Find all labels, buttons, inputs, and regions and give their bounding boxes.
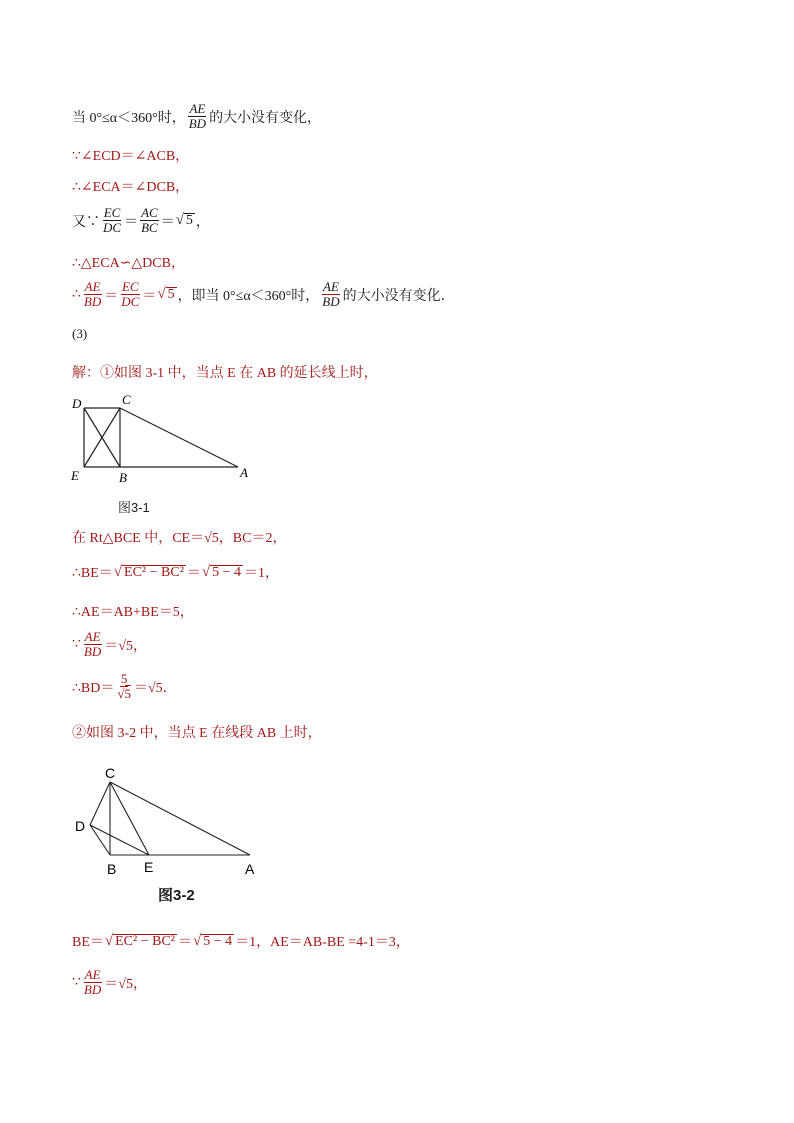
numerator: AE	[84, 629, 101, 644]
line-4	[72, 206, 210, 235]
fraction-ac-bc	[140, 206, 159, 235]
figure-3-1	[66, 390, 266, 490]
label-d: D	[72, 396, 82, 411]
text: ∵	[72, 637, 81, 652]
numerator: AE	[189, 101, 206, 116]
text: ＝1，	[244, 566, 280, 581]
text: ∴BD＝	[72, 680, 115, 696]
segment-cd	[90, 782, 110, 825]
equals: ＝	[177, 935, 192, 950]
line-2	[72, 145, 189, 165]
text: ∴△ECA∽△DCB，	[72, 256, 185, 271]
sqrt: √ EC² − BC²	[113, 563, 184, 580]
numerator: AC	[141, 205, 158, 220]
numerator: EC	[121, 279, 139, 294]
text: ＝√5．	[134, 680, 177, 696]
label-e: E	[71, 468, 79, 483]
numerator: AE	[84, 967, 101, 982]
text: 解：①如图 3-1 中，当点 E 在 AB 的延长线上时，	[72, 366, 378, 381]
sqrt: √ 5 − 4	[192, 932, 233, 949]
fraction-ae-bd	[321, 280, 340, 309]
text: ＝1，AE＝AB-BE =4-1＝3，	[235, 935, 410, 950]
fraction-5-sqrt5	[116, 672, 132, 701]
text: ，	[195, 214, 210, 230]
denominator: BC	[141, 220, 158, 235]
fraction-ae-bd	[83, 280, 102, 309]
denominator: BD	[322, 294, 340, 309]
denominator: DC	[103, 220, 122, 235]
radicand: 5	[167, 287, 175, 302]
line-1	[72, 102, 321, 131]
text: BE＝	[72, 935, 104, 950]
line-12	[72, 630, 147, 659]
figure-3-1-caption: 图3-1	[118, 500, 150, 515]
denominator: BD	[83, 294, 102, 309]
line-8	[72, 362, 378, 382]
line-11	[72, 601, 194, 621]
text: ＝√5，	[104, 976, 147, 992]
denominator: √5	[117, 686, 131, 701]
text: 又∵	[72, 214, 100, 230]
line-5	[72, 252, 185, 272]
equals: ＝	[142, 288, 157, 304]
text: 在 Rt△BCE 中，CE＝√5，BC＝2，	[72, 531, 287, 546]
text: 的大小没有变化，	[209, 110, 322, 126]
numerator: 5	[120, 671, 128, 686]
segment-ca	[120, 408, 238, 467]
label-a: A	[240, 465, 248, 480]
label-a: A	[245, 861, 255, 877]
label-c: C	[122, 392, 131, 407]
fraction-ae-bd	[83, 630, 102, 659]
text: ∴∠ECA＝∠DCB，	[72, 180, 190, 195]
numerator: AE	[323, 279, 339, 294]
label-e: E	[144, 859, 154, 875]
text: ∴BE＝	[72, 566, 113, 581]
fraction-ae-bd	[188, 102, 207, 131]
radicand: EC² − BC²	[124, 564, 184, 580]
line-14	[72, 722, 322, 742]
line-9	[72, 527, 286, 547]
fraction-ec-dc	[120, 280, 140, 309]
figure-3-2-caption: 图3-2	[158, 887, 195, 904]
text: ∴AE＝AB+BE＝5，	[72, 605, 194, 620]
denominator: DC	[121, 294, 140, 309]
sqrt: √ 5	[175, 212, 193, 228]
sqrt: √ EC² − BC²	[104, 932, 175, 949]
radicand: EC² − BC²	[115, 933, 175, 949]
label-b: B	[119, 470, 127, 485]
radicand: 5 − 4	[212, 564, 242, 580]
label-c: C	[105, 765, 116, 781]
figure-3-2	[70, 760, 270, 880]
text: ∵∠ECD＝∠ACB，	[72, 149, 190, 164]
line-16	[72, 968, 147, 997]
equals: ＝	[186, 566, 201, 581]
line-7	[72, 326, 87, 342]
equals: ＝	[124, 214, 139, 230]
text: 的大小没有变化．	[342, 288, 455, 304]
text: ∴	[72, 287, 81, 302]
equals: ＝	[160, 214, 175, 230]
line-15	[72, 931, 410, 951]
text: ＝√5，	[104, 638, 147, 654]
text: ，即当 0°≤α＜360°时，	[177, 288, 320, 304]
radicand: 5 − 4	[203, 933, 233, 949]
label-b: B	[107, 861, 117, 877]
denominator: BD	[188, 116, 207, 131]
equals: ＝	[104, 288, 119, 304]
line-10	[72, 562, 279, 582]
line-6	[72, 280, 455, 309]
fraction-ec-dc	[102, 206, 122, 235]
label-d: D	[75, 818, 86, 834]
text: ②如图 3-2 中，当点 E 在线段 AB 上时，	[72, 726, 322, 741]
fraction-ae-bd	[83, 968, 102, 997]
segment-ca	[110, 782, 250, 855]
radicand: 5	[124, 686, 131, 701]
text: 当 0°≤α＜360°时，	[72, 110, 186, 126]
text: (3)	[72, 326, 88, 341]
text: ∵	[72, 975, 81, 990]
denominator: BD	[83, 644, 102, 659]
line-13	[72, 672, 177, 701]
sqrt: √ 5	[157, 286, 175, 302]
denominator: BD	[83, 982, 102, 997]
radicand: 5	[185, 213, 193, 228]
numerator: EC	[103, 205, 121, 220]
line-3	[72, 176, 189, 196]
numerator: AE	[84, 279, 101, 294]
segment-de	[90, 825, 149, 855]
sqrt: √ 5 − 4	[201, 563, 242, 580]
segment-ce	[110, 782, 149, 855]
